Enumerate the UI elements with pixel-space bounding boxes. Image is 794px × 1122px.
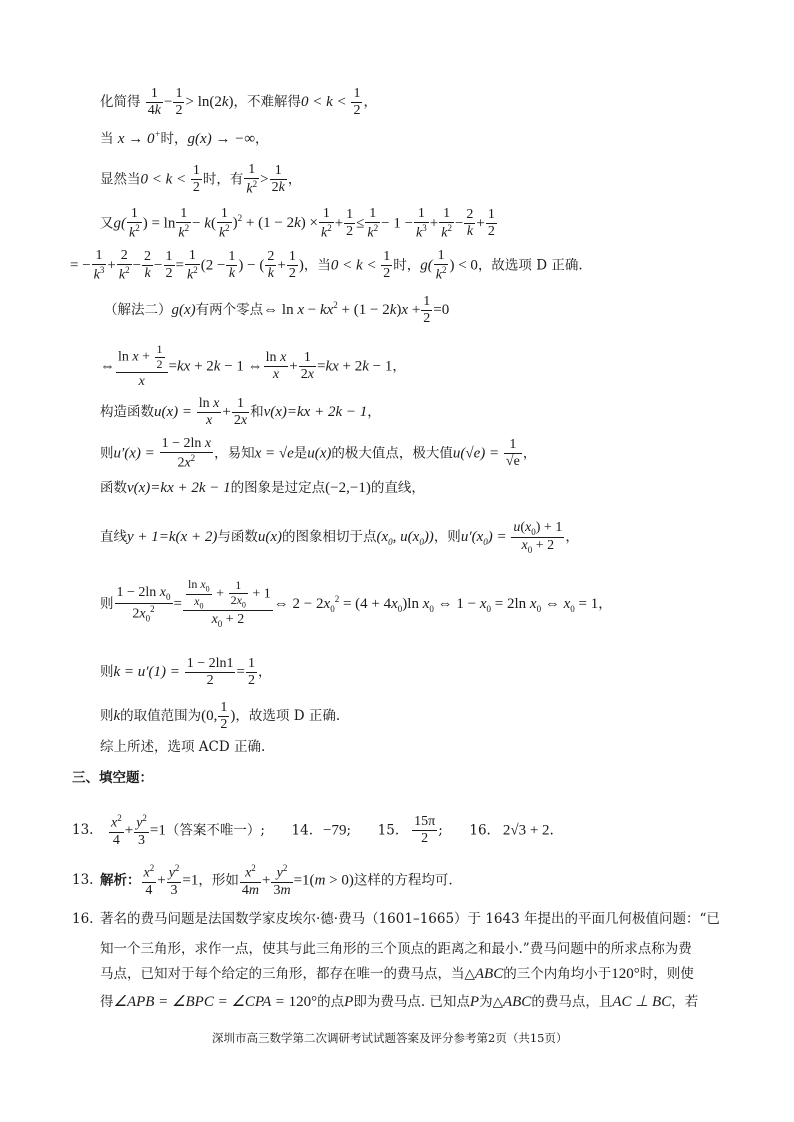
problem-16-line4: 得∠APB = ∠BPC = ∠CPA = 120°的点P即为费马点. 已知点P为△ABC的费马点，且AC ⊥ BC，若 xyxy=(100,994,699,1010)
line-function-v: 函数v(x)=kx + 2k − 1的图象是过定点(−2,−1)的直线， xyxy=(100,480,425,496)
explanation-13: 13. 解析： $\frac{x^2}{4}$ + $\frac{y^2}{3}$ =1，形如 $\frac{x^2}{4m}$ + $\frac{y^2}{3m}$ =1(m > 0)这样的方程均可. xyxy=(72,863,453,898)
line-method-two: （解法二）g(x)有两个零点⇔ $\ln x - kx^2 + (1 - 2k)x$ + $\frac{1}{2}$ =0 xyxy=(104,294,450,327)
answers-row: 13. $\frac{x^2}{4}$ + $\frac{y^2}{3}$ =1（答案不唯一）; 14. −79; 15. $\frac{15\pi}{2}$ ; 16. 2√3 + 2. xyxy=(72,813,554,848)
line-limit: 当 x → 0+时，g(x) → −∞， xyxy=(100,129,269,147)
line-k-value: 则k = u′(1) = $\frac{1 - 2\ln 1}{2}$ = $\frac{1}{2}$ ， xyxy=(100,656,272,689)
line-obvious: 显然当0 < k < $\frac{1}{2}$ 时，有 $\frac{1}{k^2}$ > $\frac{1}{2k}$ ， xyxy=(100,162,302,197)
line-equivalence: ⇔ ln x + $\frac{1}{2}$ x =kx + 2k − 1 ⇔ $\frac{\text{ln x}}{x}$ + $\frac{1}{2x}$ =kx + 2k − 1， xyxy=(100,342,406,389)
line-conclusion: 综上所述，选项 ACD 正确. xyxy=(100,739,266,755)
line-construct: 构造函数u(x) = $\frac{\text{ln x}}{x}$ + $\frac{1}{2x}$ 和v(x)=kx + 2k − 1， xyxy=(100,396,381,429)
fraction: $\frac{1}{4k}$ xyxy=(147,86,162,119)
line-solve-x0: 则 $\frac{1 - 2\ln x_0}{2x_0^2}$ = $\frac{\ln x_0}{x_0}$ + $\frac{1}{2x_0}$ + 1 $x_0 + 2$ ⇔ $2 - 2x_0^2 = (4 + 4x_0)\ln$ $x_0$ ⇔ $1 - x_0 = 2\ln$ $x_0$ ⇔ $x_0 = 1$， xyxy=(100,577,612,629)
line-tangent: 直线y + 1=k(x + 2)与函数u(x)的图象相切于点($x_0$, $u(x_0)$)，则$u'(x_0)$ = $\frac{u(x_0) + 1}{x_0 + 2}$ ， xyxy=(100,520,579,555)
problem-16-line1: 16. 著名的费马问题是法国数学家皮埃尔·德·费马（1601–1665）于 1643 年提出的平面几何极值问题：“已 xyxy=(72,911,720,927)
line-g-value: 又g( $\frac{1}{k^2}$ ) = ln $\frac{1}{k^2}$ − k( $\frac{1}{k^2}$ )$^2$ + (1 − 2k) × $\frac{1}{k^2}$ + $\frac{1}{2}$ ≤ $\frac{1}{k^2}$ − 1 − $\frac{1}{k^3}$ + $\frac{1}{k^2}$ − $\frac{2}{k}$ + $\frac{1}{2}$ xyxy=(100,206,495,241)
section-title: 三、填空题： xyxy=(72,770,153,786)
problem-16-line3: 马点，已知对于每个给定的三角形，都存在唯一的费马点，当△ABC的三个内角均小于120°时，则使 xyxy=(100,966,694,982)
problem-16-line2: 知一个三角形，求作一点，使其与此三角形的三个顶点的距离之和最小.”费马问题中的所求点称为费 xyxy=(100,941,692,957)
line-derivative: 则u′(x) = $\frac{\text{1 − 2ln x}}{2x^2}$ ，易知x = √e是u(x)的极大值点，极大值u(√e) = $\frac{1}{√e}$ ， xyxy=(100,436,537,471)
line-g-value-cont: = − $\frac{1}{k^3}$ + $\frac{2}{k^2}$ − $\frac{2}{k}$ − $\frac{1}{2}$ = $\frac{1}{k^2}$ (2 − $\frac{1}{k}$ ) − ( $\frac{2}{k}$ + $\frac{1}{2}$ )，当0 < k < $\frac{1}{2}$ 时，g( $\frac{1}{k^2}$ ) < 0，故选项 D 正确. xyxy=(70,248,583,283)
line-k-range: 则k的取值范围为(0, $\frac{1}{2}$ )，故选项 D 正确. xyxy=(100,700,341,733)
line-simplify: 化简得 $\frac{1}{4k}$ − $\frac{1}{2}$ > ln(2k)，不难解得0 < k < $\frac{1}{2}$ ， xyxy=(100,86,377,119)
page-footer: 深圳市高三数学第二次调研考试试题答案及评分参考第2页（共15页） xyxy=(212,1031,568,1045)
